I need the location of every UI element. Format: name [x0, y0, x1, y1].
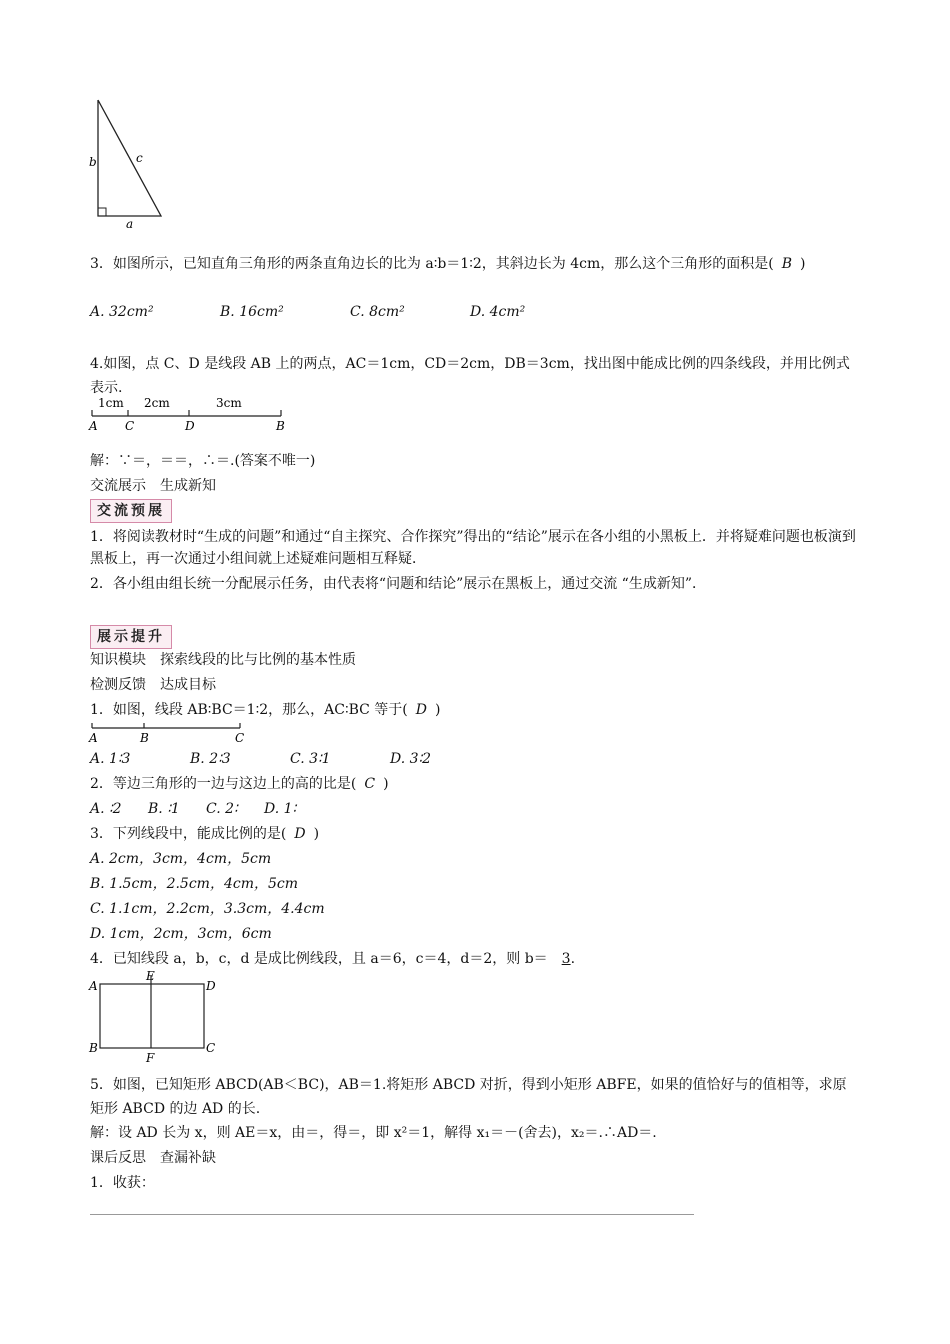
t2-option-c: C. 2∶	[206, 801, 238, 817]
paragraph-1: 1．将阅读教材时“生成的问题”和通过“自主探究、合作探究”得出的“结论”展示在各小组的小黑板上．并将疑难问题也板演到黑板上，再一次通过小组间就上述疑难问题相互释疑．	[90, 529, 856, 567]
q4-segment-figure	[88, 394, 288, 434]
t1-point-a: A	[89, 731, 98, 745]
t3-option-c: C. 1.1cm，2.2cm，3.3cm，4.4cm	[90, 901, 325, 917]
t1-option-c: C. 3∶1	[290, 751, 331, 767]
t1-text: 1．如图，线段 AB∶BC＝1∶2，那么，AC∶BC 等于(	[90, 702, 408, 718]
t2-close: )	[383, 776, 389, 792]
q3-option-c: C. 8cm²	[350, 304, 405, 320]
right-triangle-figure	[88, 96, 168, 232]
q3-text: 3．如图所示，已知直角三角形的两条直角边长的比为 a∶b＝1∶2，其斜边长为 4cm，那么这个三角形的面积是(	[90, 256, 774, 272]
q3-option-b: B. 16cm²	[220, 304, 284, 320]
t1-answer: D	[415, 702, 427, 718]
q3-close: )	[800, 256, 806, 272]
t3-text: 3．下列线段中，能成比例的是(	[90, 826, 287, 842]
q4-point-d: D	[185, 419, 195, 433]
check-feedback: 检测反馈 达成目标	[90, 677, 216, 693]
t4-answer: 3	[561, 951, 571, 967]
t4-text: 4．已知线段 a，b，c，d 是成比例线段，且 a＝6，c＝4，d＝2，则 b＝	[90, 951, 548, 967]
q3-answer: B	[781, 256, 792, 272]
section-heading-exchange: 交流展示 生成新知	[90, 478, 216, 494]
knowledge-module: 知识模块 探索线段的比与比例的基本性质	[90, 652, 356, 668]
paragraph-2: 2．各小组由组长统一分配展示任务，由代表将“问题和结论”展示在黑板上，通过交流 “生成新知”．	[90, 576, 706, 592]
harvest-label: 1．收获：	[90, 1175, 155, 1191]
t5-question: 5．如图，已知矩形 ABCD(AB＜BC)，AB＝1.将矩形 ABCD 对折，得到小矩形 ABFE，如果的值恰好与的值相等，求原矩形 ABCD 的边 AD 的长.	[90, 1077, 847, 1117]
t2-text: 2．等边三角形的一边与这边上的高的比是(	[90, 776, 357, 792]
q3-option-a: A. 32cm²	[90, 304, 154, 320]
q4-label-3cm: 3cm	[216, 396, 242, 410]
t2-answer: C	[364, 776, 376, 792]
rect-point-e: E	[146, 969, 155, 983]
t2-option-d: D. 1∶	[264, 801, 297, 817]
t2-option-a: A. ∶2	[90, 801, 122, 817]
t1-option-d: D. 3∶2	[390, 751, 432, 767]
q4-point-a: A	[89, 419, 98, 433]
rect-point-c: C	[206, 1041, 216, 1055]
q3-option-d: D. 4cm²	[470, 304, 526, 320]
q4-label-2cm: 2cm	[144, 396, 170, 410]
q4-point-b: B	[276, 419, 285, 433]
t1-point-c: C	[235, 731, 245, 745]
t3-close: )	[313, 826, 320, 842]
q4-solution: 解：∵＝，＝＝，∴＝.(答案不唯一)	[90, 453, 316, 469]
badge-show-improve: 展示提升	[90, 625, 172, 649]
t2-options	[90, 799, 296, 819]
t3-option-d: D. 1cm，2cm，3cm，6cm	[90, 926, 272, 942]
q3-question	[90, 252, 860, 276]
rect-point-f: F	[146, 1051, 155, 1065]
t1-question	[90, 700, 440, 720]
t4-end: .	[570, 951, 576, 967]
q3-options	[90, 302, 525, 322]
section-heading-reflection: 课后反思 查漏补缺	[90, 1150, 216, 1166]
answer-line	[90, 1214, 694, 1215]
t1-close: )	[435, 702, 441, 718]
t2-question	[90, 774, 389, 794]
t3-question	[90, 824, 319, 844]
t1-point-b: B	[140, 731, 149, 745]
t3-option-b: B. 1.5cm，2.5cm，4cm，5cm	[90, 876, 298, 892]
rect-point-a: A	[89, 979, 98, 993]
t2-option-b: B. ∶1	[148, 801, 180, 817]
t1-option-b: B. 2∶3	[190, 751, 231, 767]
t3-option-a: A. 2cm，3cm，4cm，5cm	[90, 851, 272, 867]
t1-option-a: A. 1∶3	[90, 751, 131, 767]
t1-options	[90, 749, 431, 769]
triangle-label-c: c	[136, 151, 143, 165]
t3-answer: D	[294, 826, 306, 842]
rect-point-b: B	[89, 1041, 98, 1055]
t1-segment-figure	[88, 720, 248, 746]
rect-point-d: D	[206, 979, 216, 993]
q4-label-1cm: 1cm	[98, 396, 124, 410]
triangle-label-a: a	[126, 217, 134, 231]
badge-exchange-preview: 交流预展	[90, 499, 172, 523]
q4-point-c: C	[125, 419, 135, 433]
rectangle-figure	[88, 966, 224, 1066]
t5-solution: 解：设 AD 长为 x，则 AE＝x，由＝，得＝，即 x²＝1，解得 x₁＝－(舍去)，x₂＝.∴AD＝.	[90, 1125, 657, 1141]
triangle-label-b: b	[89, 155, 97, 169]
q4-question: 4.如图，点 C、D 是线段 AB 上的两点，AC＝1cm，CD＝2cm，DB＝3cm，找出图中能成比例的四条线段，并用比例式表示.	[90, 356, 850, 396]
